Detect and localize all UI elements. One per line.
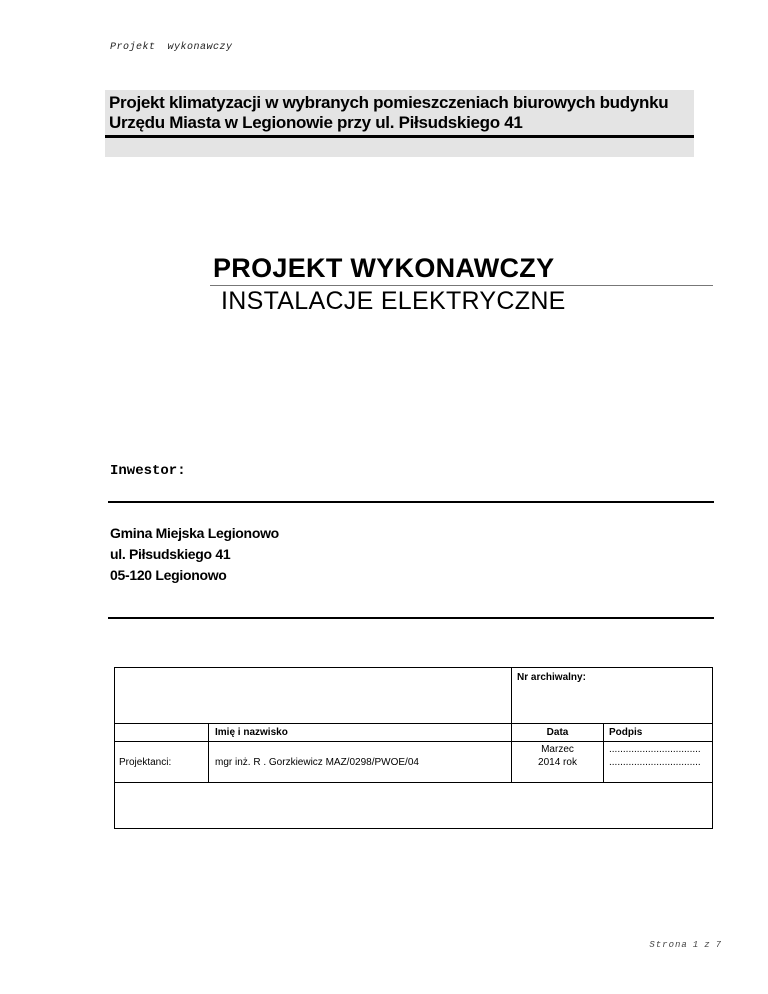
table-rule-signature-left <box>603 723 604 782</box>
designer-date <box>512 743 603 769</box>
page-number-current: 1 <box>692 940 700 950</box>
header-signature: Podpis <box>609 727 643 738</box>
designer-name: mgr inż. R . Gorzkiewicz MAZ/0298/PWOE/04 <box>215 757 419 768</box>
page-number-separator: z <box>704 940 711 950</box>
archive-number-label: Nr archiwalny: <box>517 672 586 683</box>
page-number-total: 7 <box>715 940 722 950</box>
designer-role: Projektanci: <box>119 757 172 768</box>
document-discipline: INSTALACJE ELEKTRYCZNE <box>221 287 566 315</box>
investor-street: ul. Piłsudskiego 41 <box>110 546 231 562</box>
designer-signature-line-2: ................................. <box>609 757 701 768</box>
designer-date-year: 2014 rok <box>538 757 577 768</box>
project-title-line-2: Urzędu Miasta w Legionowie przy ul. Piłsudskiego 41 <box>109 113 523 132</box>
investor-top-rule <box>108 501 714 503</box>
running-header-word-2: wykonawczy <box>167 42 233 53</box>
header-date: Data <box>546 727 569 738</box>
investor-address <box>110 523 279 586</box>
table-rule-name-left <box>208 723 209 782</box>
project-title <box>109 93 694 133</box>
running-header-word-1: Projekt <box>110 42 156 53</box>
document-type: PROJEKT WYKONAWCZY <box>213 253 555 283</box>
page-number-word: Strona <box>649 940 688 950</box>
designer-signature-line-1: ................................. <box>609 744 701 755</box>
title-underline <box>105 135 694 138</box>
running-header <box>110 42 233 53</box>
signature-table <box>114 667 713 829</box>
header-name: Imię i nazwisko <box>215 727 288 738</box>
project-title-line-1: Projekt klimatyzacji w wybranych pomieszczeniach biurowych budynku <box>109 93 669 112</box>
designer-date-month: Marzec <box>541 744 574 755</box>
investor-name: Gmina Miejska Legionowo <box>110 525 279 541</box>
document-type-divider <box>210 285 713 286</box>
investor-label: Inwestor: <box>110 463 186 479</box>
investor-bottom-rule <box>108 617 714 619</box>
page-number <box>649 940 722 950</box>
designer-signature <box>609 743 701 769</box>
table-rule-header-bottom <box>115 741 712 742</box>
investor-city: 05-120 Legionowo <box>110 567 227 583</box>
table-rule-row-bottom <box>115 782 712 783</box>
table-rule-header-top <box>115 723 712 724</box>
